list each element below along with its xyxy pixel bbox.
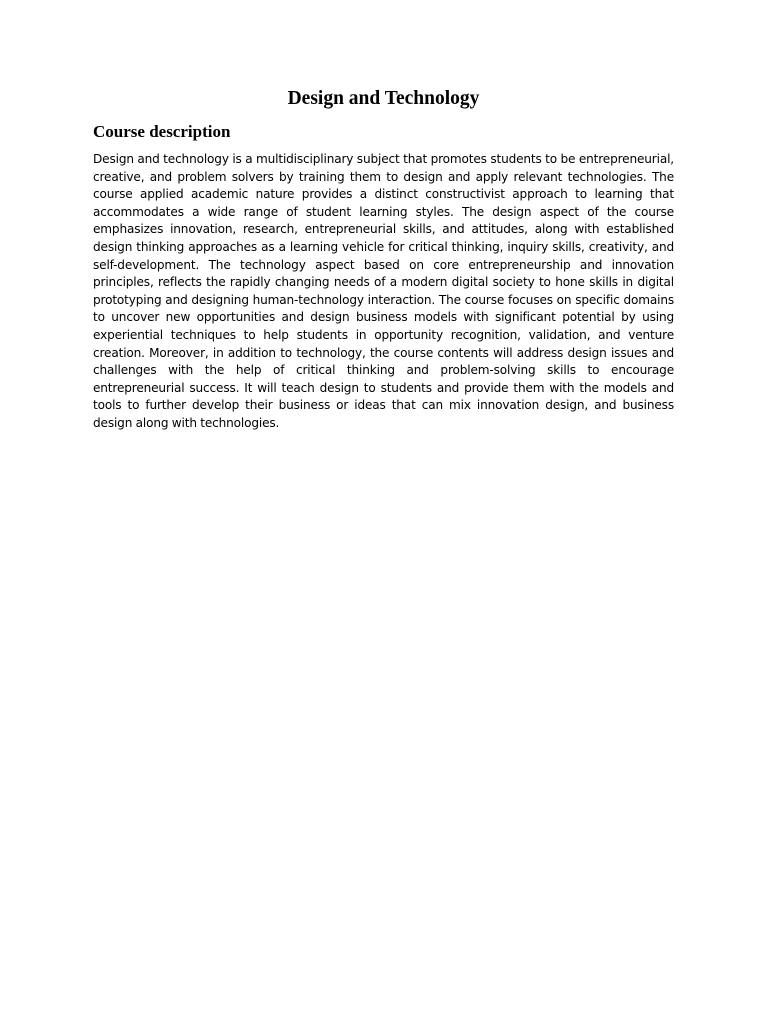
course-description-section xyxy=(93,121,674,433)
section-body-paragraph: Design and technology is a multidisciplinary subject that promotes students to be entrepreneurial, creative, and problem solvers by training them to design and apply relevant technologies. The course applied academic nature provides a distinct constructivist approach to learning that accommodates a wide range of student learning styles. The design aspect of the course emphasizes innovation, research, entrepreneurial skills, and attitudes, along with established design thinking approaches as a learning vehicle for critical thinking, inquiry skills, creativity, and self-development. The technology aspect based on core entrepreneurship and innovation principles, reflects the rapidly changing needs of a modern digital society to hone skills in digital prototyping and designing human-technology interaction. The course focuses on specific domains to uncover new opportunities and design business models with significant potential by using experiential techniques to help students in opportunity recognition, validation, and venture creation. Moreover, in addition to technology, the course contents will address design issues and challenges with the help of critical thinking and problem-solving skills to encourage entrepreneurial success. It will teach design to students and provide them with the models and tools to further develop their business or ideas that can mix innovation design, and business design along with technologies. xyxy=(93,152,674,430)
document-title: Design and Technology xyxy=(287,88,480,109)
section-heading: Course description xyxy=(93,122,231,141)
